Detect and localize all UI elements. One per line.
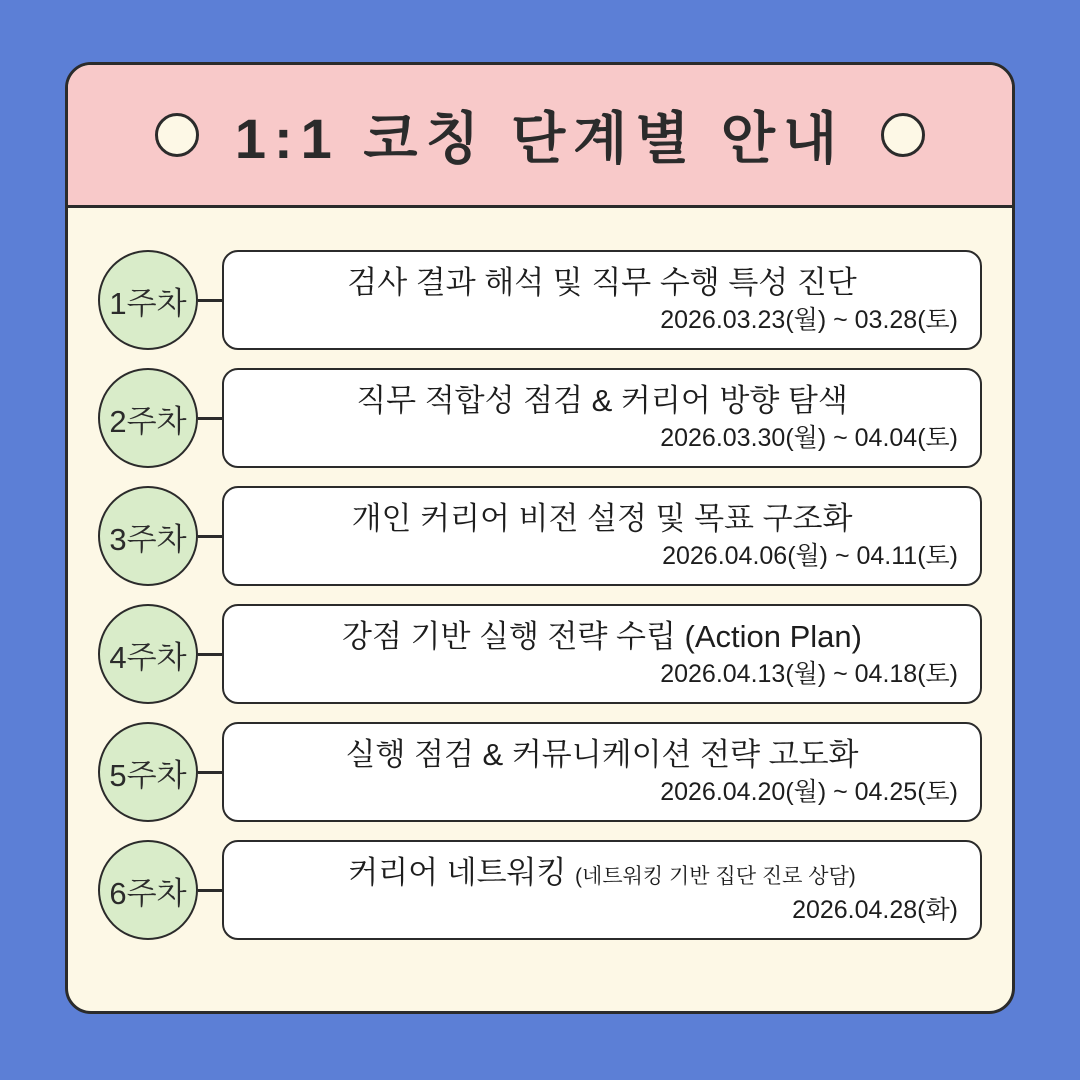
circle-decoration-left-icon <box>155 113 199 157</box>
info-card <box>65 62 1015 1014</box>
connector-line <box>198 299 222 302</box>
schedule-title-text: 실행 점검 & 커뮤니케이션 전략 고도화 <box>345 737 859 773</box>
schedule-date: 2026.04.13(월) ~ 04.18(토) <box>660 659 958 688</box>
schedule-row <box>98 486 982 586</box>
schedule-list <box>68 208 1012 970</box>
schedule-detail <box>222 840 982 940</box>
week-badge: 6주차 <box>98 840 198 940</box>
week-badge: 5주차 <box>98 722 198 822</box>
schedule-detail <box>222 604 982 704</box>
connector-line <box>198 535 222 538</box>
schedule-date: 2026.03.23(월) ~ 03.28(토) <box>660 305 958 334</box>
schedule-date: 2026.04.28(화) <box>792 895 958 924</box>
schedule-detail <box>222 250 982 350</box>
schedule-date: 2026.04.06(월) ~ 04.11(토) <box>662 541 958 570</box>
schedule-title <box>246 855 958 891</box>
schedule-row <box>98 250 982 350</box>
schedule-title-note: (네트워킹 기반 집단 진로 상담) <box>575 865 856 889</box>
week-badge: 1주차 <box>98 250 198 350</box>
schedule-detail <box>222 368 982 468</box>
connector-line <box>198 771 222 774</box>
schedule-title <box>246 501 958 537</box>
schedule-date: 2026.04.20(월) ~ 04.25(토) <box>660 777 958 806</box>
schedule-title <box>246 737 958 773</box>
schedule-title <box>246 383 958 419</box>
schedule-row <box>98 604 982 704</box>
connector-line <box>198 889 222 892</box>
schedule-detail <box>222 486 982 586</box>
schedule-title-text: 검사 결과 해석 및 직무 수행 특성 진단 <box>347 265 857 301</box>
schedule-title-text: 개인 커리어 비전 설정 및 목표 구조화 <box>351 501 853 537</box>
schedule-detail <box>222 722 982 822</box>
week-badge: 2주차 <box>98 368 198 468</box>
schedule-title <box>246 265 958 301</box>
schedule-title-text: 커리어 네트워킹 <box>348 855 567 891</box>
schedule-row <box>98 722 982 822</box>
connector-line <box>198 417 222 420</box>
schedule-title-text: 직무 적합성 점검 & 커리어 방향 탐색 <box>356 383 848 419</box>
circle-decoration-right-icon <box>881 113 925 157</box>
page-title: 1:1 코칭 단계별 안내 <box>234 107 846 170</box>
schedule-row <box>98 368 982 468</box>
card-header <box>68 65 1012 208</box>
schedule-title <box>246 619 958 655</box>
week-badge: 3주차 <box>98 486 198 586</box>
schedule-title-text: 강점 기반 실행 전략 수립 (Action Plan) <box>342 619 862 655</box>
schedule-date: 2026.03.30(월) ~ 04.04(토) <box>660 423 958 452</box>
connector-line <box>198 653 222 656</box>
schedule-row <box>98 840 982 940</box>
week-badge: 4주차 <box>98 604 198 704</box>
